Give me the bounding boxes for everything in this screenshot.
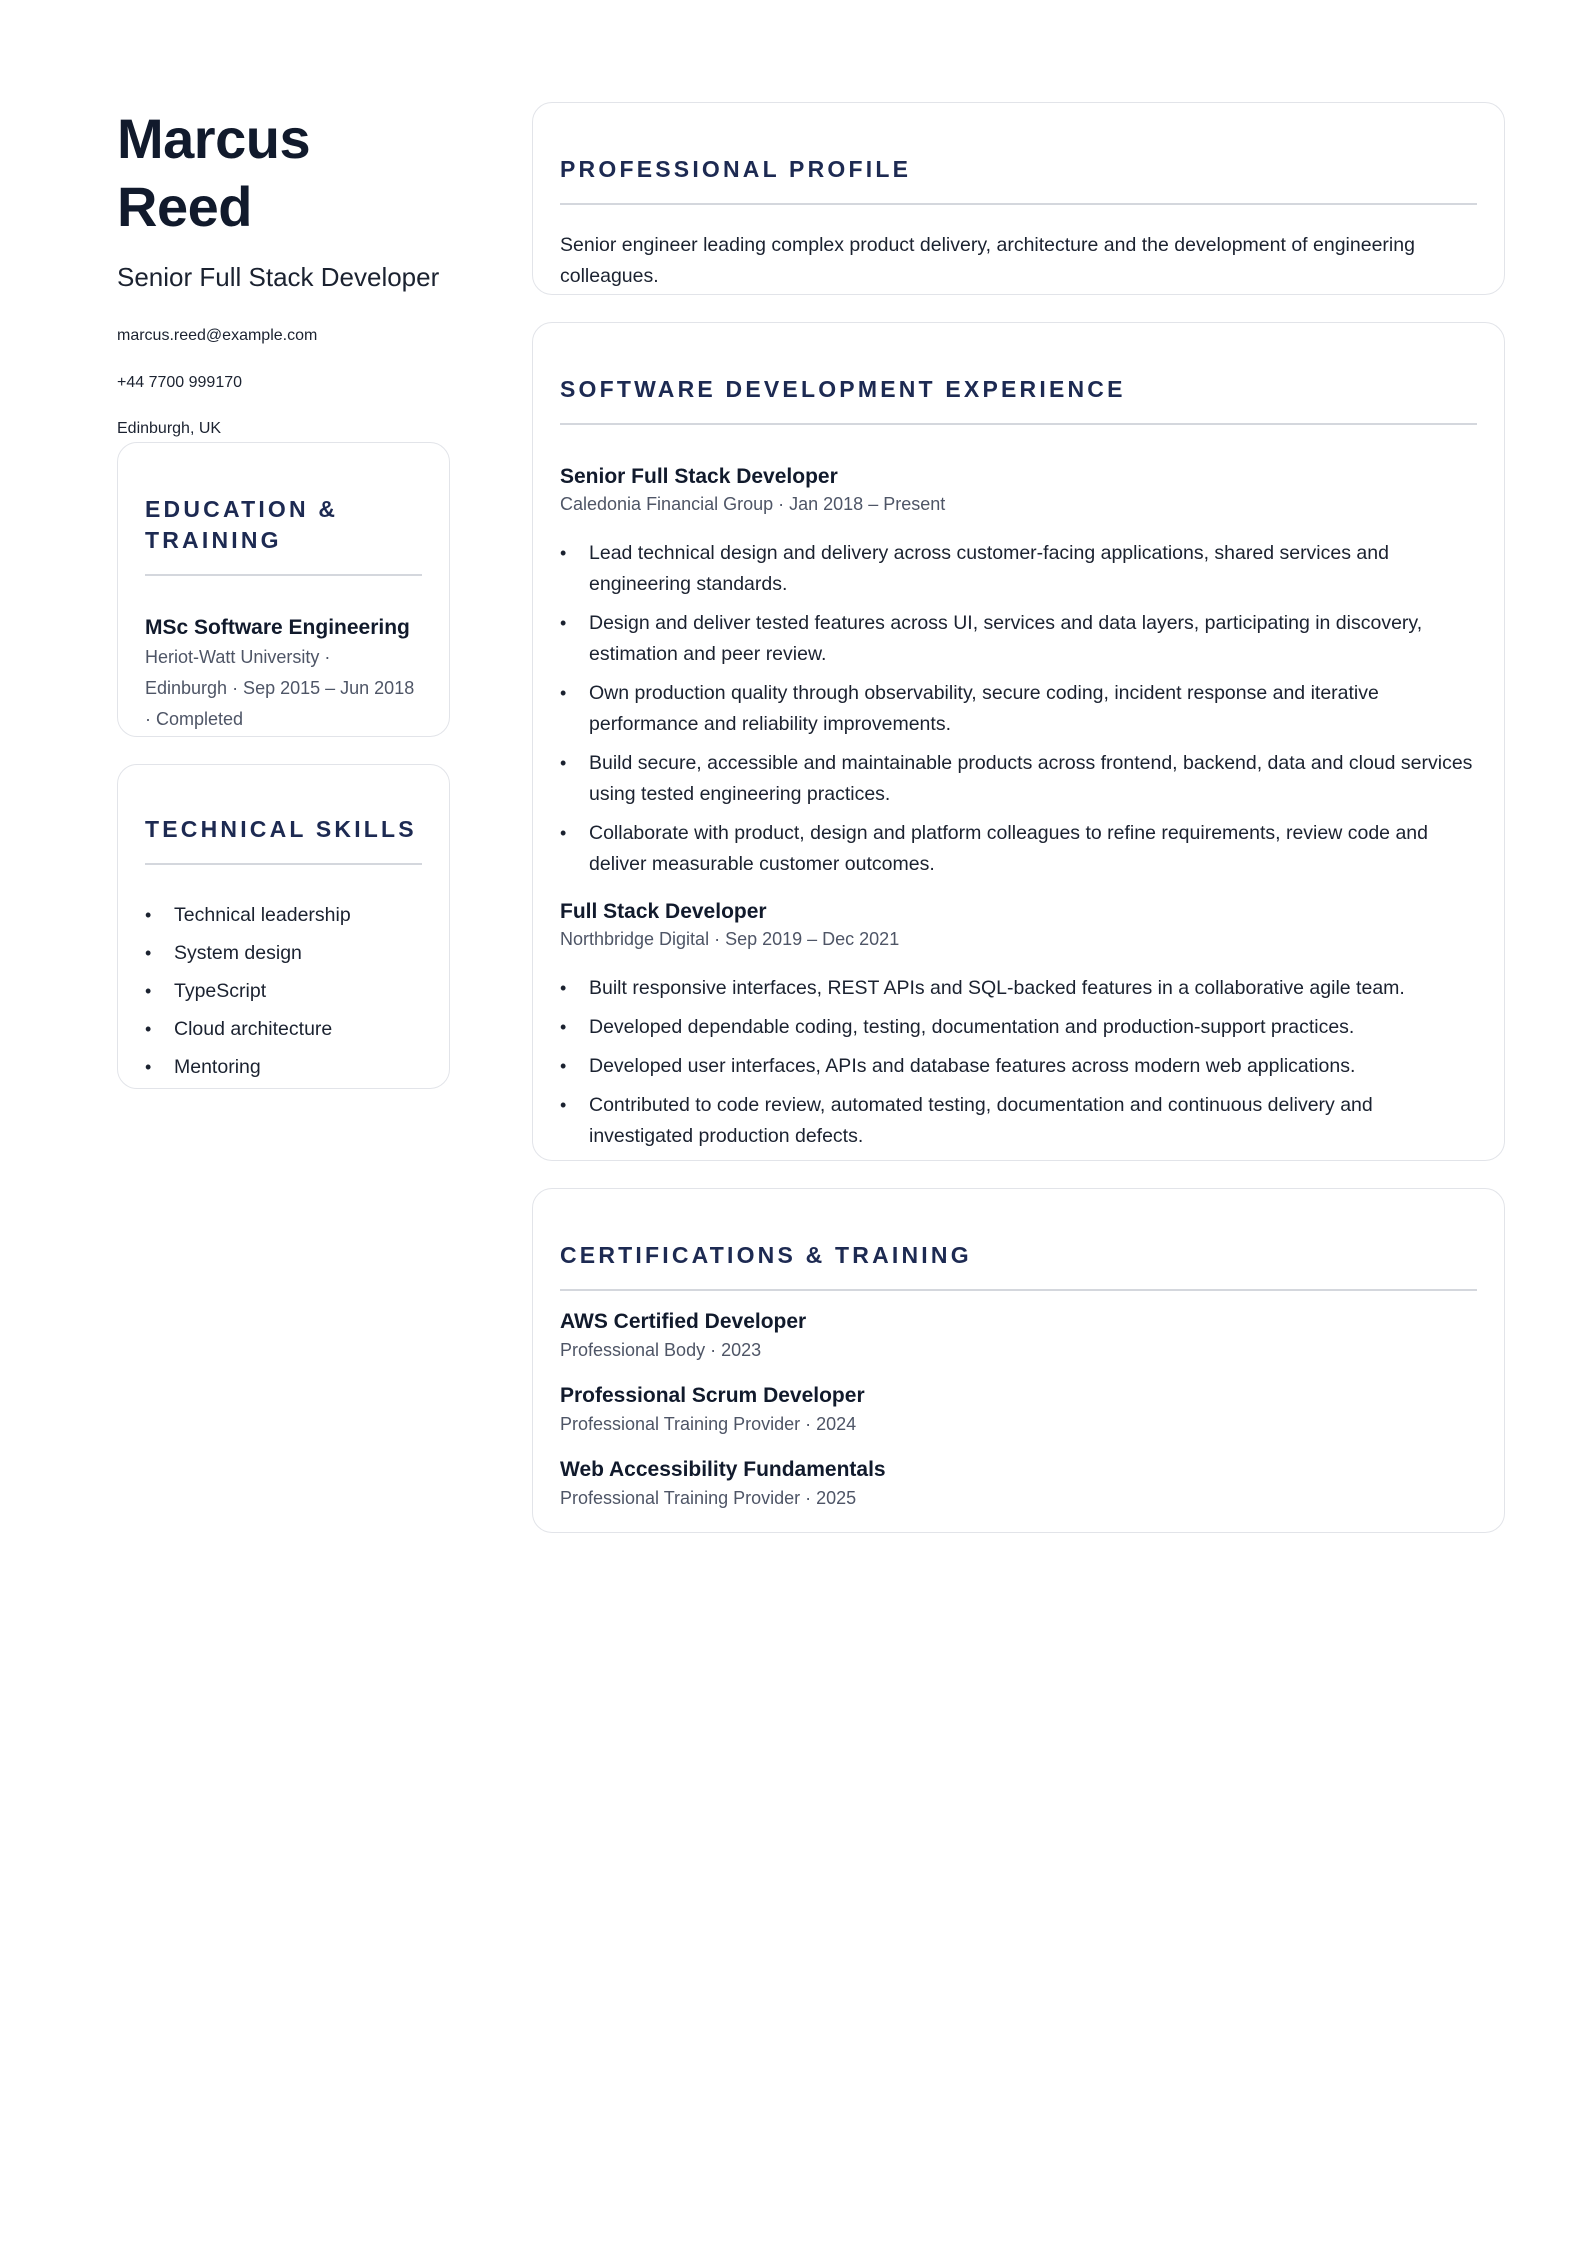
skill-item: • Cloud architecture [145,1014,422,1045]
certifications-list [560,1308,1477,1512]
job-bullet: • Collaborate with product, design and platform colleagues to refine requirements, review code and deliver measurable customer outcomes. [560,818,1477,880]
profile-section-title: PROFESSIONAL PROFILE [560,156,912,182]
certifications-card [532,1188,1505,1533]
job-bullets [560,973,1477,1152]
job-role: Full Stack Developer [560,900,767,923]
skills-card [117,764,450,1089]
certification-meta: Professional Body · 2023 [560,1340,762,1360]
education-divider [145,574,422,576]
certification-meta: Professional Training Provider · 2024 [560,1414,857,1434]
certifications-section-title: CERTIFICATIONS & TRAINING [560,1242,972,1268]
experience-section-title: SOFTWARE DEVELOPMENT EXPERIENCE [560,376,1126,402]
certification-name: Professional Scrum Developer [560,1384,865,1407]
education-item [145,614,422,735]
certification-item [560,1308,1477,1364]
job-bullets [560,538,1477,880]
certification-item [560,1382,1477,1438]
education-dates: Edinburgh · Sep 2015 – Jun 2018 [145,678,415,698]
job-role: Senior Full Stack Developer [560,465,838,488]
education-section-title: EDUCATION & TRAINING [145,496,339,553]
job-entry [560,463,1477,880]
skill-item: • Mentoring [145,1052,422,1083]
candidate-name: Marcus Reed [117,107,311,238]
certification-meta: Professional Training Provider · 2025 [560,1488,857,1508]
job-bullet: • Developed user interfaces, APIs and database features across modern web applications. [560,1051,1477,1082]
contact-location: Edinburgh, UK [117,420,222,437]
certification-name: AWS Certified Developer [560,1310,807,1333]
skills-divider [145,863,422,865]
job-bullet: • Lead technical design and delivery across customer-facing applications, shared services and engineering standards. [560,538,1477,600]
experience-card [532,322,1505,1161]
job-entry [560,898,1477,1152]
education-card [117,442,450,737]
sidebar [117,105,450,1078]
certification-name: Web Accessibility Fundamentals [560,1458,886,1481]
job-bullet: • Build secure, accessible and maintainable products across frontend, backend, data and cloud services using tested engineering practices. [560,748,1477,810]
profile-divider [560,203,1477,205]
skill-item: • TypeScript [145,976,422,1007]
contact-phone[interactable]: +44 7700 999170 [117,374,243,391]
education-status: · Completed [145,709,244,729]
education-degree: MSc Software Engineering [145,616,410,639]
job-bullet: • Built responsive interfaces, REST APIs and SQL-backed features in a collaborative agile team. [560,973,1477,1004]
candidate-headline: Senior Full Stack Developer [117,262,440,292]
skill-item: • Technical leadership [145,900,422,931]
education-institution: Heriot-Watt University · [145,647,331,667]
job-meta: Caledonia Financial Group · Jan 2018 – Present [560,494,946,514]
contact-email[interactable]: marcus.reed@example.com [117,327,318,344]
job-bullet: • Developed dependable coding, testing, documentation and production-support practices. [560,1012,1477,1043]
job-bullet: • Own production quality through observability, secure coding, incident response and iterative performance and reliability improvements. [560,678,1477,740]
profile-summary: Senior engineer leading complex product delivery, architecture and the development of engineering colleagues. [560,234,1415,287]
skills-section-title: TECHNICAL SKILLS [145,816,417,842]
certifications-divider [560,1289,1477,1291]
skill-item: • System design [145,938,422,969]
job-bullet: • Design and deliver tested features across UI, services and data layers, participating in discovery, estimation and peer review. [560,608,1477,670]
job-meta: Northbridge Digital · Sep 2019 – Dec 2021 [560,929,900,949]
job-bullet: • Contributed to code review, automated testing, documentation and continuous delivery and investigated production defects. [560,1090,1477,1152]
profile-card [532,102,1505,295]
experience-divider [560,423,1477,425]
certification-item [560,1456,1477,1512]
skills-list [145,900,422,1083]
